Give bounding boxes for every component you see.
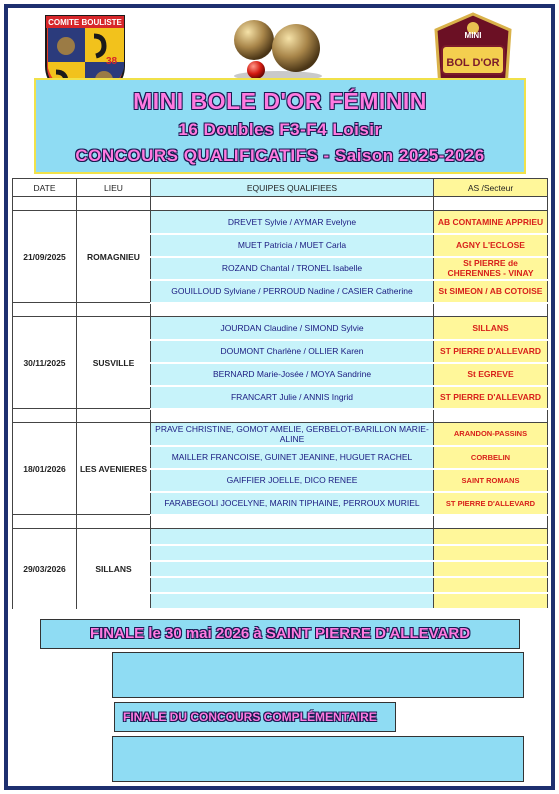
equipe-cell: MUET Patricia / MUET Carla xyxy=(151,234,434,257)
equipe-cell xyxy=(151,561,434,577)
as-cell xyxy=(434,593,548,609)
column-header-equipes: EQUIPES QUALIFIEES xyxy=(151,179,434,197)
as-cell: ST PIERRE D'ALLEVARD xyxy=(434,492,548,515)
table-row xyxy=(13,529,548,545)
page-subtitle: 16 Doubles F3-F4 Loisir xyxy=(178,120,382,139)
svg-text:38: 38 xyxy=(106,56,118,67)
equipe-cell: PRAVE CHRISTINE, GOMOT AMELIE, GERBELOT-BARILLON MARIE-ALINE xyxy=(151,423,434,446)
as-cell xyxy=(434,545,548,561)
concours-date: 21/09/2025 xyxy=(13,211,77,303)
concours-lieu: LES AVENIERES xyxy=(77,423,151,515)
table-row xyxy=(13,423,548,446)
as-cell: SAINT ROMANS xyxy=(434,469,548,492)
equipe-cell: MAILLER FRANCOISE, GUINET JEANINE, HUGUET RACHEL xyxy=(151,446,434,469)
as-cell: SILLANS xyxy=(434,317,548,340)
as-cell: St PIERRE de CHERENNES - VINAY xyxy=(434,257,548,280)
as-cell: ARANDON-PASSINS xyxy=(434,423,548,446)
page-title: MINI BOLE D'OR FÉMININ xyxy=(133,88,427,114)
separator-row xyxy=(13,197,548,211)
as-cell: AGNY L'ECLOSE xyxy=(434,234,548,257)
equipe-cell: GOUILLOUD Sylviane / PERROUD Nadine / CASIER Catherine xyxy=(151,280,434,303)
column-header-date: DATE xyxy=(13,179,77,197)
separator-row xyxy=(13,515,548,529)
separator-row xyxy=(13,409,548,423)
as-cell: ST PIERRE D'ALLEVARD xyxy=(434,340,548,363)
equipe-cell: DOUMONT Charlène / OLLIER Karen xyxy=(151,340,434,363)
as-cell: St EGREVE xyxy=(434,363,548,386)
column-header-as: AS /Secteur xyxy=(434,179,548,197)
boules-illustration xyxy=(232,10,324,82)
as-cell: St SIMEON / AB COTOISE xyxy=(434,280,548,303)
concours-lieu: SUSVILLE xyxy=(77,317,151,409)
equipe-cell: BERNARD Marie-Josée / MOYA Sandrine xyxy=(151,363,434,386)
concours-lieu: ROMAGNIEU xyxy=(77,211,151,303)
equipe-cell: JOURDAN Claudine / SIMOND Sylvie xyxy=(151,317,434,340)
equipe-cell xyxy=(151,529,434,545)
equipe-cell xyxy=(151,593,434,609)
column-header-lieu: LIEU xyxy=(77,179,151,197)
equipe-cell: ROZAND Chantal / TRONEL Isabelle xyxy=(151,257,434,280)
concours-lieu: SILLANS xyxy=(77,529,151,609)
as-cell: ST PIERRE D'ALLEVARD xyxy=(434,386,548,409)
complementaire-banner: FINALE DU CONCOURS COMPLÉMENTAIRE xyxy=(114,702,396,732)
equipe-cell xyxy=(151,577,434,593)
svg-text:COMITE BOULISTE: COMITE BOULISTE xyxy=(48,18,122,27)
qualifiers-table xyxy=(12,178,548,610)
concours-date: 30/11/2025 xyxy=(13,317,77,409)
equipe-cell: FARABEGOLI JOCELYNE, MARIN TIPHAINE, PERROUX MURIEL xyxy=(151,492,434,515)
as-cell xyxy=(434,577,548,593)
season-title: CONCOURS QUALIFICATIFS - Saison 2025-2026 xyxy=(75,146,485,165)
svg-text:BOL D'OR: BOL D'OR xyxy=(446,57,500,69)
svg-text:MINI: MINI xyxy=(464,31,482,40)
table-row xyxy=(13,211,548,234)
title-banner xyxy=(34,78,526,174)
complementaire-results-box xyxy=(112,736,524,782)
separator-row xyxy=(13,303,548,317)
table-header-row xyxy=(13,179,548,197)
as-cell: AB CONTAMINE APPRIEU xyxy=(434,211,548,234)
as-cell xyxy=(434,529,548,545)
equipe-cell xyxy=(151,545,434,561)
finale-banner: FINALE le 30 mai 2026 à SAINT PIERRE D'ALLEVARD xyxy=(40,619,520,649)
finale-results-box xyxy=(112,652,524,698)
equipe-cell: DREVET Sylvie / AYMAR Evelyne xyxy=(151,211,434,234)
concours-date: 18/01/2026 xyxy=(13,423,77,515)
table-row xyxy=(13,317,548,340)
as-cell: CORBELIN xyxy=(434,446,548,469)
concours-date: 29/03/2026 xyxy=(13,529,77,609)
equipe-cell: GAIFFIER JOELLE, DICO RENEE xyxy=(151,469,434,492)
equipe-cell: FRANCART Julie / ANNIS Ingrid xyxy=(151,386,434,409)
as-cell xyxy=(434,561,548,577)
